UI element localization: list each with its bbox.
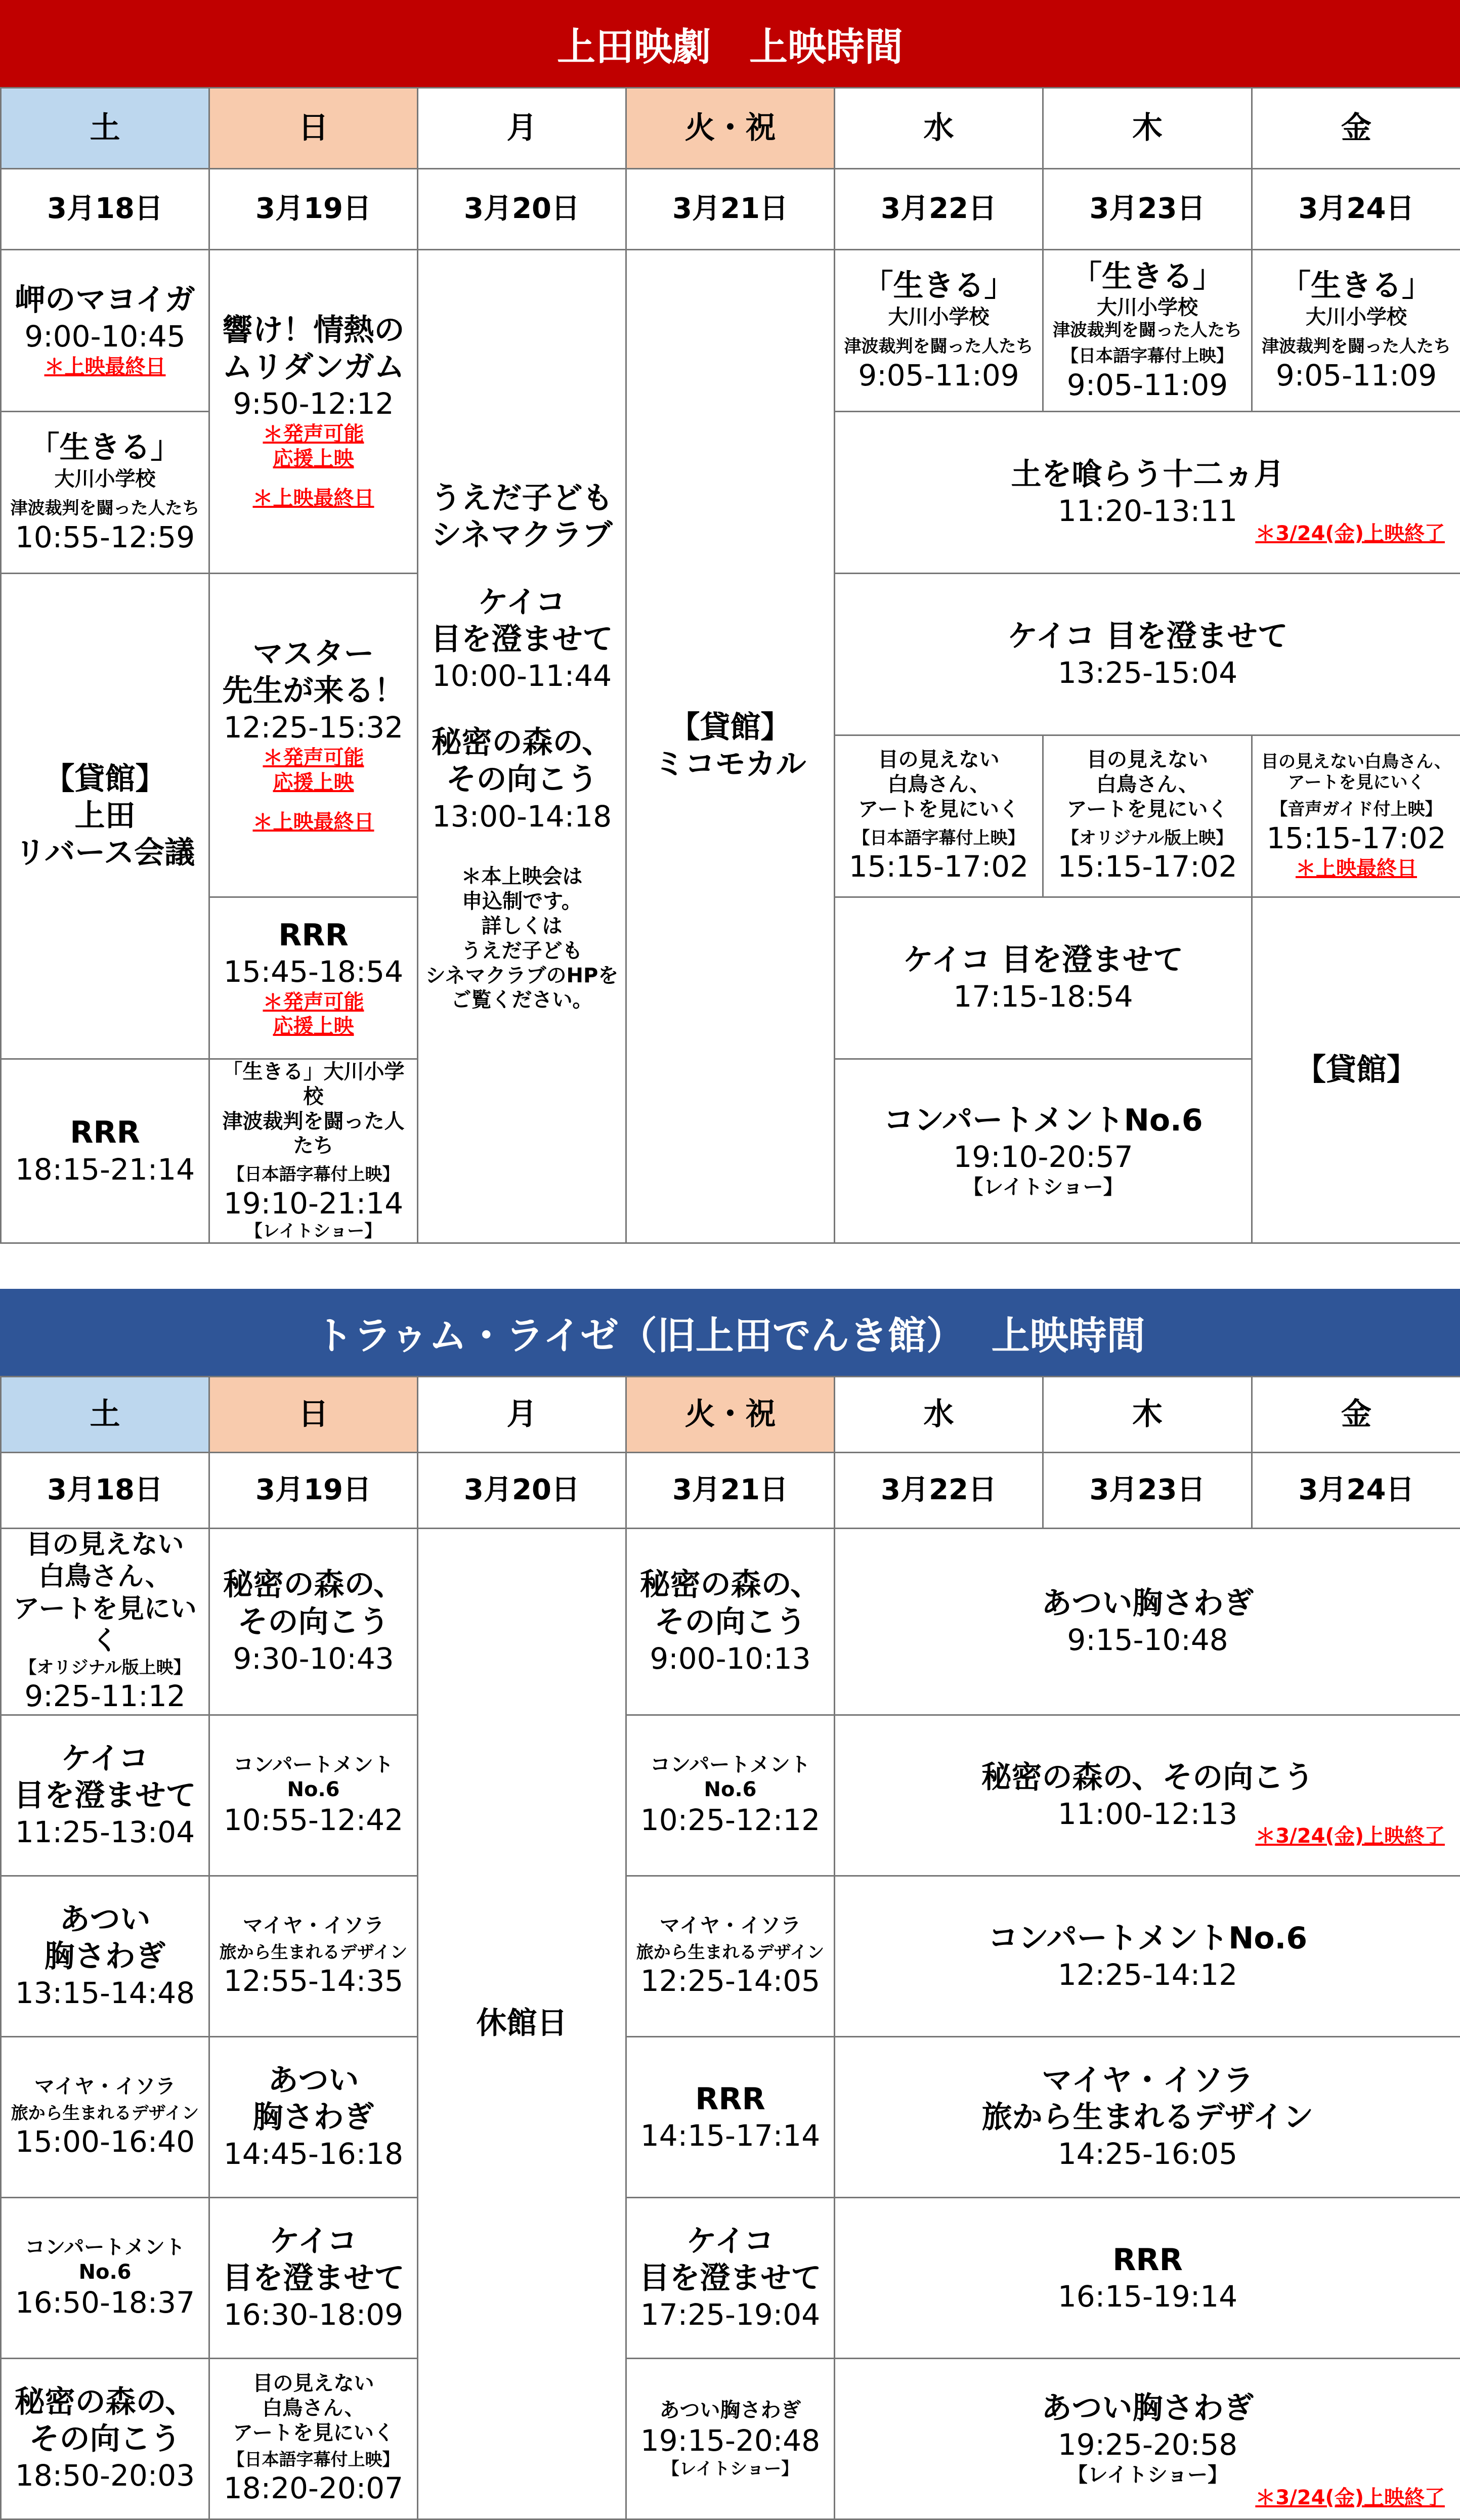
screening-cell bbox=[1, 1876, 209, 2036]
note-text: 詳しくは bbox=[422, 914, 621, 939]
day-header-wed: 水 bbox=[835, 1377, 1043, 1453]
event-title: うえだ子ども bbox=[422, 480, 621, 517]
showtime: 10:55-12:59 bbox=[6, 519, 204, 555]
note-text: シネマクラブのHPを bbox=[422, 964, 621, 988]
film-subtitle: 津波裁判を闘った人たち bbox=[214, 1109, 413, 1159]
film-title: 秘密の森の、 bbox=[214, 1567, 413, 1603]
screening-cell bbox=[835, 412, 1460, 574]
screening-cell bbox=[626, 2358, 835, 2519]
notice: ＊発声可能 bbox=[214, 422, 413, 447]
showtime: 10:25-12:12 bbox=[631, 1802, 830, 1838]
section-title-bar bbox=[0, 1289, 1460, 1376]
screening-format: 【日本語字幕付上映】 bbox=[214, 1164, 413, 1185]
film-title: 目の見えない bbox=[214, 2371, 413, 2396]
showtime: 18:50-20:03 bbox=[6, 2458, 204, 2494]
showtime: 19:15-20:48 bbox=[631, 2423, 830, 2459]
film-title: ケイコ 目を澄ませて bbox=[839, 618, 1456, 655]
screening-cell bbox=[1, 2197, 209, 2358]
date-cell: 3月21日 bbox=[626, 169, 835, 250]
date-row bbox=[1, 169, 1460, 250]
film-subtitle: 津波裁判を闘った人たち bbox=[1048, 320, 1247, 341]
screening-format: 【レイトショー】 bbox=[214, 1221, 413, 1242]
film-title: 目の見えない bbox=[839, 748, 1038, 772]
showtime: 9:50-12:12 bbox=[214, 386, 413, 422]
film-title: マスター bbox=[214, 636, 413, 673]
screening-format: 【音声ガイド付上映】 bbox=[1257, 799, 1456, 820]
date-cell: 3月18日 bbox=[1, 1453, 209, 1529]
film-subtitle: 大川小学校 bbox=[6, 467, 204, 492]
film-title: ケイコ bbox=[6, 1741, 204, 1777]
film-title: 目を澄ませて bbox=[422, 621, 621, 658]
showtime: 13:00-14:18 bbox=[422, 799, 621, 835]
film-title: ケイコ 目を澄ませて bbox=[839, 942, 1247, 979]
showtime: 11:00-12:13 bbox=[839, 1796, 1456, 1832]
screening-format: 【日本語字幕付上映】 bbox=[1048, 346, 1247, 367]
day-header-tue: 火・祝 bbox=[626, 1377, 835, 1453]
screening-cell bbox=[835, 2036, 1460, 2197]
schedule-table bbox=[0, 1376, 1460, 2520]
day-header-sun: 日 bbox=[209, 88, 418, 169]
notice: ＊3/24(金)上映終了 bbox=[1255, 522, 1445, 546]
day-header-thu: 木 bbox=[1043, 1377, 1252, 1453]
film-title: マイヤ・イソラ bbox=[6, 2074, 204, 2099]
film-title: RRR bbox=[631, 2081, 830, 2118]
notice: 応援上映 bbox=[214, 1014, 413, 1039]
screening-cell bbox=[209, 1059, 418, 1243]
film-title: 目の見えない白鳥さん、 bbox=[1257, 752, 1456, 772]
notice: ＊上映最終日 bbox=[214, 486, 413, 511]
showtime: 9:05-11:09 bbox=[1048, 367, 1247, 403]
day-header-fri: 金 bbox=[1252, 1377, 1460, 1453]
showtime: 12:25-15:32 bbox=[214, 710, 413, 746]
showtime: 16:15-19:14 bbox=[839, 2279, 1456, 2315]
showtime: 19:25-20:58 bbox=[839, 2427, 1456, 2463]
film-title: RRR bbox=[6, 1114, 204, 1151]
screening-cell bbox=[626, 2197, 835, 2358]
film-title: 「生きる」大川小学校 bbox=[214, 1060, 413, 1109]
film-title: RRR bbox=[214, 917, 413, 954]
notice: ＊上映最終日 bbox=[6, 355, 204, 379]
showtime: 11:20-13:11 bbox=[839, 493, 1456, 529]
screening-cell bbox=[1, 2036, 209, 2197]
film-subtitle: 大川小学校 bbox=[1257, 305, 1456, 330]
showtime: 19:10-21:14 bbox=[214, 1186, 413, 1222]
screening-cell bbox=[1, 1715, 209, 1876]
screening-cell bbox=[835, 250, 1043, 412]
notice: ＊3/24(金)上映終了 bbox=[1255, 2486, 1445, 2510]
date-cell: 3月24日 bbox=[1252, 169, 1460, 250]
screening-cell bbox=[835, 735, 1043, 897]
film-title: ケイコ bbox=[214, 2223, 413, 2260]
notice: 応援上映 bbox=[214, 447, 413, 471]
screening-cell bbox=[835, 1715, 1460, 1876]
showtime: 15:00-16:40 bbox=[6, 2124, 204, 2160]
screening-cell bbox=[209, 2197, 418, 2358]
film-title: 秘密の森の、 bbox=[6, 2384, 204, 2421]
event-title: シネマクラブ bbox=[422, 517, 621, 554]
screening-cell bbox=[1, 574, 209, 1059]
rental-label: 【貸館】 bbox=[631, 709, 830, 746]
date-cell: 3月18日 bbox=[1, 169, 209, 250]
rental-label: 【貸館】 bbox=[6, 761, 204, 798]
showtime: 18:20-20:07 bbox=[214, 2470, 413, 2506]
film-title: ムリダンガム bbox=[214, 349, 413, 386]
showtime: 16:30-18:09 bbox=[214, 2297, 413, 2333]
film-title: 目の見えない bbox=[6, 1529, 204, 1561]
showtime: 12:55-14:35 bbox=[214, 1963, 413, 1999]
date-cell: 3月23日 bbox=[1043, 169, 1252, 250]
screening-cell bbox=[209, 1529, 418, 1715]
showtime: 9:30-10:43 bbox=[214, 1641, 413, 1677]
day-header-sat: 土 bbox=[1, 1377, 209, 1453]
screening-format: 【日本語字幕付上映】 bbox=[214, 2450, 413, 2470]
screening-format: 【オリジナル版上映】 bbox=[6, 1658, 204, 1678]
showtime: 16:50-18:37 bbox=[6, 2285, 204, 2321]
notice: ＊上映最終日 bbox=[214, 810, 413, 835]
film-title: マイヤ・イソラ bbox=[631, 1914, 830, 1938]
film-title: RRR bbox=[839, 2242, 1456, 2279]
closed-label: 休館日 bbox=[422, 2005, 621, 2042]
screening-cell bbox=[1, 2358, 209, 2519]
film-subtitle: 津波裁判を闘った人たち bbox=[6, 498, 204, 519]
film-title: マイヤ・イソラ bbox=[839, 2062, 1456, 2099]
screening-cell bbox=[1043, 735, 1252, 897]
film-title: アートを見にいく bbox=[6, 1593, 204, 1658]
showtime: 9:00-10:45 bbox=[6, 319, 204, 355]
screening-cell bbox=[209, 2358, 418, 2519]
film-title: あつい bbox=[6, 1901, 204, 1938]
film-title: アートを見にいく bbox=[214, 2421, 413, 2446]
film-title: コンパートメント bbox=[6, 2235, 204, 2260]
film-subtitle: 大川小学校 bbox=[1048, 295, 1247, 320]
screening-cell bbox=[626, 2036, 835, 2197]
film-subtitle: 旅から生まれるデザイン bbox=[6, 2103, 204, 2124]
screening-cell bbox=[209, 574, 418, 897]
screening-cell bbox=[1252, 735, 1460, 897]
film-title: 旅から生まれるデザイン bbox=[839, 2099, 1456, 2136]
film-title: マイヤ・イソラ bbox=[214, 1914, 413, 1938]
closed-cell bbox=[418, 1529, 626, 2519]
rental-label: 【貸館】 bbox=[1257, 1052, 1456, 1089]
showtime: 14:25-16:05 bbox=[839, 2136, 1456, 2172]
date-cell: 3月21日 bbox=[626, 1453, 835, 1529]
film-title: 目を澄ませて bbox=[631, 2260, 830, 2297]
note-text: ＊本上映会は bbox=[422, 864, 621, 889]
film-title: あつい bbox=[214, 2062, 413, 2099]
film-title: コンパートメントNo.6 bbox=[839, 1920, 1456, 1957]
screening-cell bbox=[1, 250, 209, 412]
screening-cell bbox=[626, 1529, 835, 1715]
screening-cell bbox=[209, 2036, 418, 2197]
showtime: 11:25-13:04 bbox=[6, 1814, 204, 1850]
event-title: ミコモカル bbox=[631, 746, 830, 783]
screening-cell bbox=[835, 1876, 1460, 2036]
film-title: 「生きる」 bbox=[1048, 258, 1247, 295]
screening-cell bbox=[1252, 250, 1460, 412]
film-title: 胸さわぎ bbox=[6, 1938, 204, 1975]
screening-cell bbox=[835, 574, 1460, 735]
film-subtitle: 津波裁判を闘った人たち bbox=[839, 336, 1038, 357]
film-title: 白鳥さん、 bbox=[1048, 772, 1247, 797]
film-title: 胸さわぎ bbox=[214, 2099, 413, 2136]
date-cell: 3月19日 bbox=[209, 169, 418, 250]
film-title: アートを見にいく bbox=[1048, 797, 1247, 822]
date-cell: 3月23日 bbox=[1043, 1453, 1252, 1529]
screening-cell bbox=[209, 1876, 418, 2036]
film-title: 「生きる」 bbox=[839, 268, 1038, 305]
film-subtitle: 大川小学校 bbox=[839, 305, 1038, 330]
film-title: No.6 bbox=[214, 1777, 413, 1802]
screening-format: 【レイトショー】 bbox=[631, 2459, 830, 2480]
date-row bbox=[1, 1453, 1460, 1529]
date-cell: 3月22日 bbox=[835, 169, 1043, 250]
showtime: 17:15-18:54 bbox=[839, 979, 1247, 1015]
screening-cell bbox=[209, 897, 418, 1059]
film-title: 白鳥さん、 bbox=[214, 2396, 413, 2421]
screening-cell bbox=[626, 1876, 835, 2036]
note-text: 申込制です。 bbox=[422, 889, 621, 914]
film-title: その向こう bbox=[631, 1604, 830, 1641]
day-header-sat: 土 bbox=[1, 88, 209, 169]
film-subtitle: 津波裁判を闘った人たち bbox=[1257, 336, 1456, 357]
day-header-wed: 水 bbox=[835, 88, 1043, 169]
screening-format: 【レイトショー】 bbox=[839, 1175, 1247, 1200]
day-header-sun: 日 bbox=[209, 1377, 418, 1453]
section-title: トラゥム・ライゼ（旧上田でんき館） 上映時間 bbox=[315, 1305, 1145, 1360]
film-title: 秘密の森の、 bbox=[631, 1567, 830, 1603]
film-title: 秘密の森の、 bbox=[422, 724, 621, 761]
film-title: アートを見にいく bbox=[1257, 772, 1456, 793]
film-title: 目を澄ませて bbox=[214, 2260, 413, 2297]
showtime: 18:15-21:14 bbox=[6, 1152, 204, 1188]
screening-cell bbox=[835, 897, 1252, 1059]
film-subtitle: 旅から生まれるデザイン bbox=[214, 1942, 413, 1963]
date-cell: 3月24日 bbox=[1252, 1453, 1460, 1529]
date-cell: 3月19日 bbox=[209, 1453, 418, 1529]
film-title: あつい胸さわぎ bbox=[631, 2398, 830, 2423]
film-title: 白鳥さん、 bbox=[6, 1561, 204, 1593]
notice: ＊発声可能 bbox=[214, 990, 413, 1015]
screening-cell bbox=[835, 2197, 1460, 2358]
notice: 応援上映 bbox=[214, 770, 413, 795]
showtime: 15:15-17:02 bbox=[1048, 849, 1247, 885]
showtime: 15:45-18:54 bbox=[214, 954, 413, 990]
film-title: No.6 bbox=[6, 2260, 204, 2285]
film-title: コンパートメントNo.6 bbox=[839, 1102, 1247, 1139]
showtime: 14:15-17:14 bbox=[631, 2118, 830, 2154]
notice: ＊発声可能 bbox=[214, 746, 413, 770]
showtime: 15:15-17:02 bbox=[1257, 820, 1456, 856]
showtime: 9:05-11:09 bbox=[1257, 358, 1456, 394]
showtime: 15:15-17:02 bbox=[839, 849, 1038, 885]
date-cell: 3月20日 bbox=[418, 1453, 626, 1529]
date-cell: 3月22日 bbox=[835, 1453, 1043, 1529]
showtime: 17:25-19:04 bbox=[631, 2297, 830, 2333]
showtime: 13:15-14:48 bbox=[6, 1975, 204, 2011]
showtime: 9:15-10:48 bbox=[839, 1622, 1456, 1658]
showtime: 9:25-11:12 bbox=[6, 1678, 204, 1714]
showtime: 19:10-20:57 bbox=[839, 1139, 1247, 1175]
section-title: 上田映劇 上映時間 bbox=[557, 16, 903, 71]
showtime: 9:05-11:09 bbox=[839, 358, 1038, 394]
day-header-thu: 木 bbox=[1043, 88, 1252, 169]
film-title: 「生きる」 bbox=[1257, 268, 1456, 305]
showtime: 9:00-10:13 bbox=[631, 1641, 830, 1677]
screening-format: 【オリジナル版上映】 bbox=[1048, 828, 1247, 849]
day-header-fri: 金 bbox=[1252, 88, 1460, 169]
film-title: 「生きる」 bbox=[6, 429, 204, 466]
film-title: 先生が来る！ bbox=[214, 673, 413, 710]
screening-format: 【レイトショー】 bbox=[839, 2463, 1456, 2488]
showtime: 14:45-16:18 bbox=[214, 2136, 413, 2172]
film-title: 響け！情熱の bbox=[214, 312, 413, 349]
showtime: 13:25-15:04 bbox=[839, 655, 1456, 691]
schedule-table bbox=[0, 87, 1460, 1244]
day-header-mon: 月 bbox=[418, 88, 626, 169]
showtime: 12:25-14:05 bbox=[631, 1963, 830, 1999]
note-text: うえだ子ども bbox=[422, 939, 621, 964]
film-title: No.6 bbox=[631, 1777, 830, 1802]
film-title: 土を喰らう十二ヵ月 bbox=[839, 456, 1456, 493]
screening-cell bbox=[626, 250, 835, 1243]
screening-cell bbox=[1043, 250, 1252, 412]
screening-cell bbox=[209, 250, 418, 574]
film-subtitle: 旅から生まれるデザイン bbox=[631, 1942, 830, 1963]
showtime: 10:55-12:42 bbox=[214, 1802, 413, 1838]
film-title: あつい胸さわぎ bbox=[839, 2390, 1456, 2427]
film-title: アートを見にいく bbox=[839, 797, 1038, 822]
day-header-mon: 月 bbox=[418, 1377, 626, 1453]
showtime: 12:25-14:12 bbox=[839, 1957, 1456, 1993]
film-title: その向こう bbox=[422, 761, 621, 798]
film-title: 岬のマヨイガ bbox=[6, 282, 204, 319]
screening-cell bbox=[1, 412, 209, 574]
screening-cell bbox=[835, 1059, 1252, 1243]
film-title: その向こう bbox=[214, 1604, 413, 1641]
section-title-bar bbox=[0, 0, 1460, 87]
film-title: 秘密の森の、その向こう bbox=[839, 1759, 1456, 1796]
event-title: リバース会議 bbox=[6, 835, 204, 872]
notice: ＊3/24(金)上映終了 bbox=[1255, 1824, 1445, 1849]
film-title: あつい胸さわぎ bbox=[839, 1585, 1456, 1622]
screening-format: 【日本語字幕付上映】 bbox=[839, 828, 1038, 849]
film-title: 目を澄ませて bbox=[6, 1777, 204, 1814]
note-text: ご覧ください。 bbox=[422, 988, 621, 1013]
film-title: コンパートメント bbox=[214, 1753, 413, 1777]
screening-cell bbox=[1, 1529, 209, 1715]
screening-cell bbox=[1, 1059, 209, 1243]
screening-cell bbox=[209, 1715, 418, 1876]
screening-cell bbox=[626, 1715, 835, 1876]
weekday-row bbox=[1, 1377, 1460, 1453]
screening-cell bbox=[1252, 897, 1460, 1243]
film-title: コンパートメント bbox=[631, 1753, 830, 1777]
film-title: 目の見えない bbox=[1048, 748, 1247, 772]
film-title: 白鳥さん、 bbox=[839, 772, 1038, 797]
screening-cell bbox=[418, 250, 626, 1243]
event-title: 上田 bbox=[6, 798, 204, 835]
notice: ＊上映最終日 bbox=[1257, 856, 1456, 881]
showtime: 10:00-11:44 bbox=[422, 658, 621, 694]
film-title: ケイコ bbox=[631, 2223, 830, 2260]
weekday-row bbox=[1, 88, 1460, 169]
day-header-tue: 火・祝 bbox=[626, 88, 835, 169]
film-title: その向こう bbox=[6, 2421, 204, 2458]
screening-cell bbox=[835, 2358, 1460, 2519]
screening-cell bbox=[835, 1529, 1460, 1715]
film-title: ケイコ bbox=[422, 584, 621, 621]
date-cell: 3月20日 bbox=[418, 169, 626, 250]
